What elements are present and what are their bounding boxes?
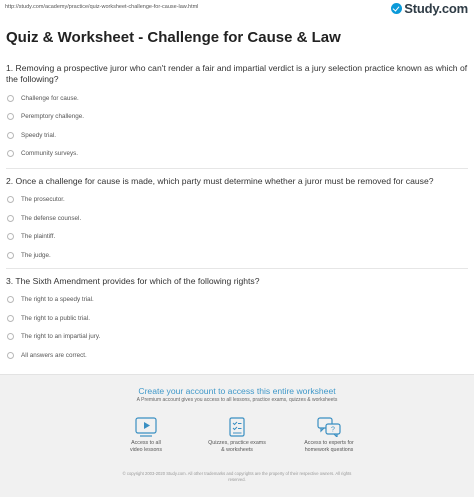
feature-video-lessons bbox=[101, 417, 191, 454]
radio-button[interactable] bbox=[7, 132, 14, 139]
premium-promo bbox=[0, 374, 474, 497]
top-bar bbox=[0, 0, 474, 16]
answer-option[interactable] bbox=[7, 89, 468, 108]
answer-label: The judge. bbox=[21, 251, 51, 259]
question-2 bbox=[6, 176, 468, 264]
question-text: 1. Removing a prospective juror who can't render a fair and impartial verdict is a jury selection practice known as which of the following? bbox=[6, 63, 468, 85]
feature-label-line1: Quizzes, practice exams bbox=[208, 440, 266, 446]
feature-label-line1: Access to experts for bbox=[304, 440, 354, 446]
answer-label: The plaintiff. bbox=[21, 233, 56, 241]
answer-label: The right to a public trial. bbox=[21, 314, 90, 322]
feature-label-line1: Access to all bbox=[131, 440, 161, 446]
logo-check-icon bbox=[391, 3, 402, 14]
logo-text: Study.com bbox=[404, 0, 468, 16]
answer-label: The prosecutor. bbox=[21, 196, 65, 204]
feature-quizzes bbox=[192, 417, 282, 454]
copyright-line2: reserved. bbox=[228, 477, 246, 482]
radio-button[interactable] bbox=[7, 252, 14, 259]
radio-button[interactable] bbox=[7, 150, 14, 157]
answer-option[interactable] bbox=[7, 290, 468, 309]
copyright-line1: © copyright 2003-2020 Study.com. All other trademarks and copyrights are the property of their respective owners. All rights bbox=[122, 471, 352, 476]
expert-chat-icon bbox=[317, 417, 341, 437]
answer-option[interactable] bbox=[7, 209, 468, 228]
answer-option[interactable] bbox=[7, 327, 468, 346]
radio-button[interactable] bbox=[7, 113, 14, 120]
feature-label-line2: & worksheets bbox=[221, 447, 253, 453]
promo-title[interactable]: Create your account to access this entire worksheet bbox=[138, 386, 336, 396]
answer-option[interactable] bbox=[7, 126, 468, 145]
answer-label: Speedy trial. bbox=[21, 131, 57, 139]
question-3 bbox=[6, 276, 468, 364]
video-player-icon bbox=[135, 417, 157, 437]
study-logo[interactable] bbox=[391, 1, 468, 15]
divider bbox=[6, 168, 468, 169]
divider bbox=[6, 268, 468, 269]
radio-button[interactable] bbox=[7, 333, 14, 340]
svg-text:?: ? bbox=[331, 426, 335, 434]
radio-button[interactable] bbox=[7, 196, 14, 203]
answer-label: The right to a speedy trial. bbox=[21, 296, 94, 304]
answer-label: The defense counsel. bbox=[21, 214, 82, 222]
copyright-notice bbox=[80, 471, 394, 483]
answer-option[interactable] bbox=[7, 144, 468, 163]
answer-option[interactable] bbox=[7, 107, 468, 126]
feature-label-line2: video lessons bbox=[129, 447, 163, 453]
question-1 bbox=[6, 63, 468, 163]
answer-label: Challenge for cause. bbox=[21, 94, 79, 102]
quiz-worksheet-icon bbox=[226, 417, 248, 437]
answer-option[interactable] bbox=[7, 227, 468, 246]
answer-option[interactable] bbox=[7, 346, 468, 365]
feature-experts bbox=[284, 417, 374, 454]
radio-button[interactable] bbox=[7, 215, 14, 222]
answer-option[interactable] bbox=[7, 309, 468, 328]
promo-subtitle: A Premium account gives you access to all lessons, practice exams, quizzes & worksheets bbox=[136, 397, 338, 403]
answer-label: The right to an impartial jury. bbox=[21, 333, 101, 341]
feature-label-line2: homework questions bbox=[304, 447, 354, 453]
page-title: Quiz & Worksheet - Challenge for Cause & Law bbox=[6, 29, 341, 46]
question-text: 3. The Sixth Amendment provides for which of the following rights? bbox=[6, 276, 260, 286]
question-text: 2. Once a challenge for cause is made, which party must determine whether a juror must be removed for cause? bbox=[6, 176, 434, 186]
answer-option[interactable] bbox=[7, 246, 468, 265]
page-url: http://study.com/academy/practice/quiz-worksheet-challenge-for-cause-law.html bbox=[5, 4, 199, 10]
answer-label: All answers are correct. bbox=[21, 351, 87, 359]
radio-button[interactable] bbox=[7, 315, 14, 322]
answer-option[interactable] bbox=[7, 190, 468, 209]
radio-button[interactable] bbox=[7, 352, 14, 359]
answer-label: Community surveys. bbox=[21, 150, 79, 158]
radio-button[interactable] bbox=[7, 95, 14, 102]
radio-button[interactable] bbox=[7, 233, 14, 240]
radio-button[interactable] bbox=[7, 296, 14, 303]
answer-label: Peremptory challenge. bbox=[21, 113, 85, 121]
